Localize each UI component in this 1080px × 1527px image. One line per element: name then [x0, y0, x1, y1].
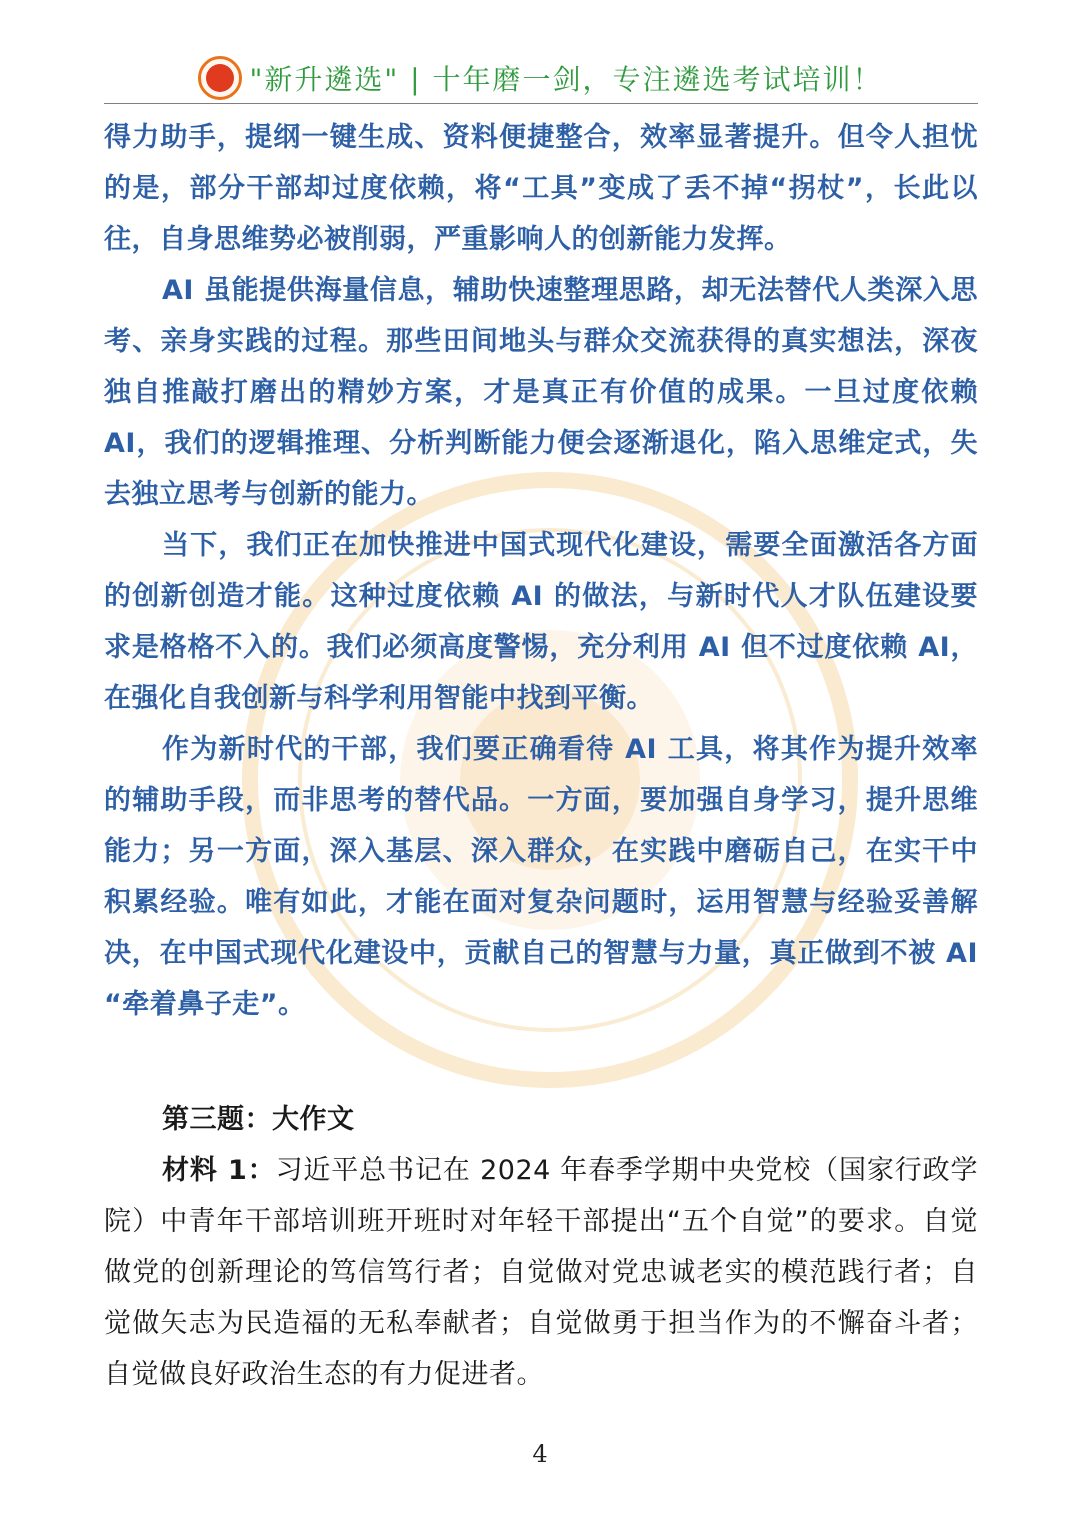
paragraph-2: AI 虽能提供海量信息，辅助快速整理思路，却无法替代人类深入思考、亲身实践的过程。那些田间地头与群众交流获得的真实想法，深夜独自推敲打磨出的精妙方案，才是真正有价值的成果。一旦过度依赖 AI，我们的逻辑推理、分析判断能力便会逐渐退化，陷入思维定式，失去独立思考与创新的能力。 [104, 275, 978, 510]
material-paragraph [104, 1145, 978, 1400]
question-section [104, 1094, 978, 1400]
header-divider [104, 103, 978, 104]
section-title: 第三题：大作文 [162, 1104, 355, 1135]
xinsheng-logo-icon [198, 56, 242, 100]
paragraph-4: 作为新时代的干部，我们要正确看待 AI 工具，将其作为提升效率的辅助手段，而非思考的替代品。一方面，要加强自身学习，提升思维能力；另一方面，深入基层、深入群众，在实践中磨砺自己，在实干中积累经验。唯有如此，才能在面对复杂问题时，运用智慧与经验妥善解决，在中国式现代化建设中，贡献自己的智慧与力量，真正做到不被 AI “牵着鼻子走”。 [104, 734, 978, 1020]
paragraph-3: 当下，我们正在加快推进中国式现代化建设，需要全面激活各方面的创新创造才能。这种过度依赖 AI 的做法，与新时代人才队伍建设要求是格格不入的。我们必须高度警惕，充分利用 AI 但不过度依赖 AI，在强化自我创新与科学利用智能中找到平衡。 [104, 530, 978, 714]
page-number: 4 [532, 1440, 548, 1468]
material-text: 习近平总书记在 2024 年春季学期中央党校（国家行政学院）中青年干部培训班开班时对年轻干部提出“五个自觉”的要求。自觉做党的创新理论的笃信笃行者；自觉做对党忠诚老实的模范践行者；自觉做矢志为民造福的无私奉献者；自觉做勇于担当作为的不懈奋斗者；自觉做良好政治生态的有力促进者。 [104, 1155, 979, 1390]
page-header [0, 52, 1080, 104]
header-slogan: "新升遴选" | 十年磨一剑，专注遴选考试培训！ [249, 63, 883, 96]
document-body [104, 112, 978, 1400]
material-label: 材料 1： [162, 1155, 276, 1186]
answer-paragraphs [104, 112, 978, 1030]
paragraph-1: 得力助手，提纲一键生成、资料便捷整合，效率显著提升。但令人担忧的是，部分干部却过度依赖，将“工具”变成了丢不掉“拐杖”，长此以往，自身思维势必被削弱，严重影响人的创新能力发挥。 [104, 122, 978, 255]
